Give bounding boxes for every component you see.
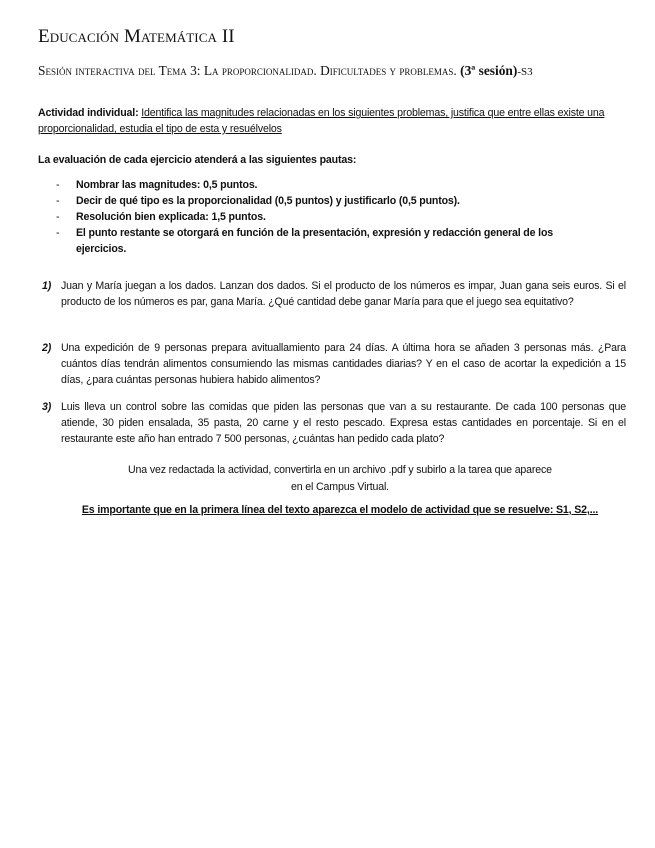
subtitle-main: Sesión interactiva del Tema 3: La proporcionalidad. Dificultades y problemas. <box>38 63 461 78</box>
activity-instruction: Identifica las magnitudes relacionadas en los siguientes problemas, justifica que entre ellas existe una proporcionalidad, estudia el tipo de esta y resuélvelos <box>38 107 605 135</box>
bullet-dash: - <box>56 227 60 239</box>
criterion-item <box>56 193 601 209</box>
subtitle-session: (3ª sesión) <box>460 63 518 78</box>
activity-label: Actividad individual: <box>38 107 139 119</box>
criterion-text: Nombrar las magnitudes: 0,5 puntos. <box>76 179 258 191</box>
closing-line-1: Una vez redactada la actividad, convertirla en un archivo .pdf y subirlo a la tarea que aparece <box>128 464 552 476</box>
problem-number: 3) <box>42 401 52 413</box>
closing-line-2: en el Campus Virtual. <box>291 481 389 493</box>
problem-text: Luis lleva un control sobre las comidas que piden las personas que van a su restaurante. De cada 100 personas que atiende, 30 piden ensalada, 35 pasta, 20 carne y el resto pescado. Expresa estas cantidades en porcentaje. Si en el restaurante este año han entrado 7 500 personas, ¿cuántas han pedido cada plato? <box>61 401 626 445</box>
criterion-text: Resolución bien explicada: 1,5 puntos. <box>76 211 266 223</box>
problem-1 <box>38 278 626 310</box>
bullet-dash: - <box>56 195 60 207</box>
criterion-item <box>56 225 601 257</box>
closing-instructions <box>80 462 600 496</box>
document-title: Educación Matemática II <box>38 26 235 47</box>
problem-3 <box>38 399 626 447</box>
bullet-dash: - <box>56 211 60 223</box>
problem-text: Una expedición de 9 personas prepara avituallamiento para 24 días. A última hora se añaden 3 personas más. ¿Para cuántos días tendrán alimentos consumiendo las mismas cantidades diarias? Y en el caso de acortar la expedición a 15 días, ¿para cuántas personas hubiera habido alimentos? <box>61 342 626 386</box>
bullet-dash: - <box>56 179 60 191</box>
criterion-item <box>56 177 601 193</box>
criterion-text: El punto restante se otorgará en función de la presentación, expresión y redacción general de los ejercicios. <box>76 227 554 255</box>
evaluation-criteria-list <box>56 177 601 257</box>
criterion-text: Decir de qué tipo es la proporcionalidad (0,5 puntos) y justificarlo (0,5 puntos). <box>76 195 460 207</box>
activity-statement <box>38 105 628 137</box>
problem-number: 2) <box>42 342 52 354</box>
evaluation-heading: La evaluación de cada ejercicio atenderá a las siguientes pautas: <box>38 154 357 166</box>
session-subtitle <box>38 63 533 79</box>
criterion-item <box>56 209 601 225</box>
important-note: Es importante que en la primera línea del texto aparezca el modelo de actividad que se resuelve: S1, S2,... <box>81 504 599 516</box>
problem-2 <box>38 340 626 388</box>
subtitle-code: -S3 <box>517 66 533 78</box>
problem-text: Juan y María juegan a los dados. Lanzan dos dados. Si el producto de los números es impar, Juan gana seis euros. Si el producto de los números es par, gana María. ¿Qué cantidad debe ganar María para que el juego sea equitativo? <box>61 280 626 308</box>
problem-number: 1) <box>42 280 52 292</box>
